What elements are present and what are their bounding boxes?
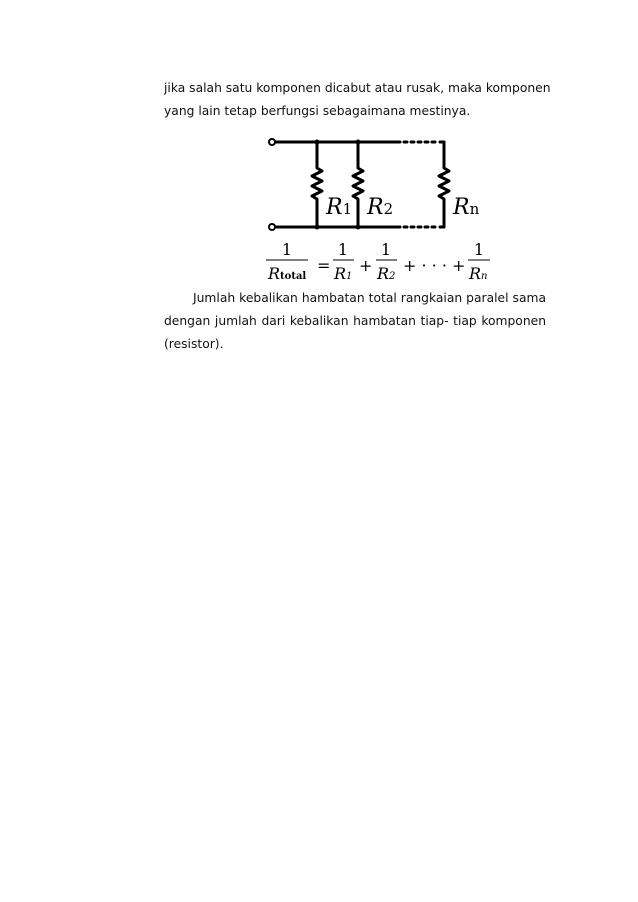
plus-sign: + xyxy=(359,256,373,275)
resistor-1-branch xyxy=(312,142,322,227)
equals-sign: = xyxy=(317,256,331,275)
paragraph-explanation-line-1: Jumlah kebalikan hambatan total rangkaian paralel sama xyxy=(193,291,546,305)
paragraph-intro xyxy=(164,77,551,123)
term1-numerator: 1 xyxy=(337,240,349,259)
termn-denominator: Rn xyxy=(469,264,488,283)
termn-numerator: 1 xyxy=(473,240,485,259)
junction-dot xyxy=(356,225,361,230)
label-r1: R1 xyxy=(326,195,353,220)
paragraph-intro-line-1: jika salah satu komponen dicabut atau rusak, maka komponen xyxy=(164,81,551,95)
term2-numerator: 1 xyxy=(380,240,392,259)
paragraph-explanation-line-3: (resistor). xyxy=(164,337,224,351)
junction-dot xyxy=(356,140,361,145)
label-rn: Rn xyxy=(453,195,480,220)
lhs-numerator: 1 xyxy=(281,240,293,259)
term1-denominator: R1 xyxy=(334,264,353,283)
resistor-n-branch xyxy=(439,142,449,227)
parallel-circuit-diagram xyxy=(258,132,498,232)
terminal-bottom xyxy=(269,224,275,230)
term2-denominator: R2 xyxy=(377,264,396,283)
lhs-denominator: Rtotal xyxy=(268,264,307,283)
paragraph-intro-line-2: yang lain tetap berfungsi sebagaimana mestinya. xyxy=(164,104,471,118)
resistor-2-branch xyxy=(353,142,363,227)
terminal-top xyxy=(269,139,275,145)
junction-dot xyxy=(315,140,320,145)
paragraph-explanation xyxy=(164,287,546,356)
paragraph-explanation-line-2: dengan jumlah dari kebalikan hambatan tiap- tiap komponen xyxy=(164,314,546,328)
label-r2: R2 xyxy=(367,195,394,220)
plus-ellipsis-plus: + · · · + xyxy=(403,256,466,275)
parallel-resistance-formula xyxy=(258,238,508,286)
junction-dot xyxy=(315,225,320,230)
